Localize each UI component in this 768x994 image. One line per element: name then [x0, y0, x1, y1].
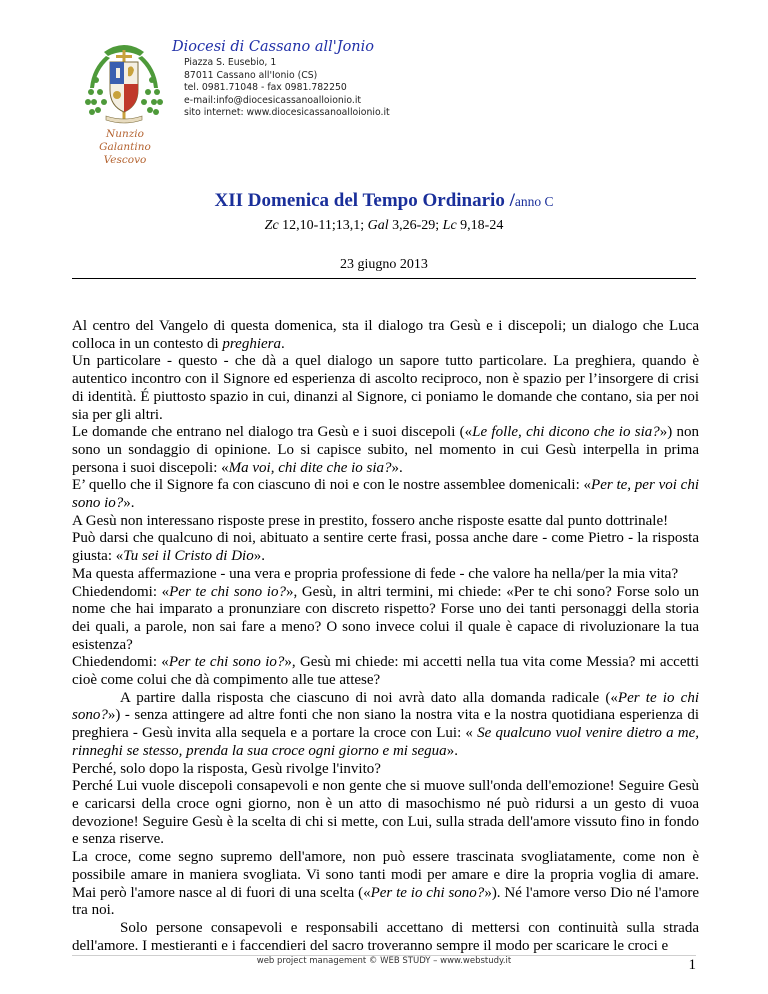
page-footer: web project management © WEB STUDY – www.webstudy.it	[256, 956, 512, 966]
homily-title-main: XII Domenica del Tempo Ordinario /	[214, 190, 515, 211]
paragraph: La croce, come segno supremo dell'amore, non può essere trascinata svogliatamente, come non è possibile amare in maniera svogliata. Vi sono tanti modi per amare e dire la propria voglia di amare. Mai però l'amore nasce al di fuori di una scelta («Per te io chi sono?»). Né l'amore verso Dio né l'amore tra noi.	[72, 849, 699, 919]
address-phone: tel. 0981.71048 - fax 0981.782250	[184, 82, 347, 93]
ref-lc: 9,18-24	[456, 218, 504, 233]
ref-book-gal: Gal	[367, 218, 389, 233]
paragraph: A partire dalla risposta che ciascuno di noi avrà dato alla domanda radicale («Per te io chi sono?») - senza attingere ad altre fonti che non siano la nostra vita e la nostra quotidiana esperienza di preghiera - Gesù invita alla sequela e a portare la croce con Lui: « Se qualcuno vuol venire dietro a me, rinneghi se stesso, prenda la sua croce ogni giorno e mi segua».	[72, 689, 699, 759]
paragraph: Le domande che entrano nel dialogo tra Gesù e i suoi discepoli («Le folle, chi dicono che io sia?») non sono un sondaggio di opinione. Lo si capisce subito, nel momento in cui Gesù interpella in prima persona i suoi discepoli: «Ma voi, chi dite che io sia?».	[72, 424, 699, 476]
address-email: e-mail:info@diocesicassanoalloionio.it	[184, 94, 362, 106]
ref-book-lc: Lc	[442, 218, 457, 233]
address-website: sito internet: www.diocesicassanoalloionio.it	[184, 107, 390, 118]
diocese-coat-of-arms-icon	[82, 40, 166, 124]
homily-date: 23 giugno 2013	[340, 257, 428, 272]
address-street: Piazza S. Eusebio, 1	[184, 57, 277, 68]
paragraph: A Gesù non interessano risposte prese in prestito, fossero anche risposte esatte dal punto dottrinale!	[72, 512, 669, 529]
paragraph: Un particolare - questo - che dà a quel dialogo un sapore tutto particolare. La preghiera, quando è autentico incontro con il Signore ed esperienza di ascolto reciproco, non è spazio per l’insorgere di crisi di identità. É piuttosto spazio in cui, dinanzi al Signore, ci poniamo le domande che contano, sia per noi sia per gli altri.	[72, 353, 699, 423]
bishop-name: Nunzio Galantino	[99, 128, 151, 153]
homily-title	[0, 190, 768, 212]
paragraph: Al centro del Vangelo di questa domenica, sta il dialogo tra Gesù e i discepoli; un dialogo che Luca colloca in un contesto di preghiera.	[72, 318, 699, 352]
bishop-title: Vescovo	[103, 154, 147, 166]
paragraph: Può darsi che qualcuno di noi, abituato a sentire certe frasi, possa anche dare - come Pietro - la risposta giusta: «Tu sei il Cristo di Dio».	[72, 530, 699, 565]
page-number: 1	[688, 957, 696, 973]
header-divider	[72, 278, 696, 279]
paragraph: Chiedendomi: «Per te chi sono io?», Gesù mi chiede: mi accetti nella tua vita come Messia? mi accetti cioè come colui che dà compimento alle tue attese?	[72, 654, 699, 689]
ref-book-zc: Zc	[264, 218, 279, 233]
ref-gal: 3,26-29;	[388, 218, 443, 233]
paragraph: E’ quello che il Signore fa con ciascuno di noi e con le nostre assemblee domenicali: «Per te, per voi chi sono io?».	[72, 477, 699, 512]
paragraph: Ma questa affermazione - una vera e propria professione di fede - che valore ha nella/per la mia vita?	[72, 565, 679, 582]
paragraph: Perché, solo dopo la risposta, Gesù rivolge l'invito?	[72, 760, 381, 777]
address-city: 87011 Cassano all'Ionio (CS)	[184, 69, 318, 81]
bishop-signature	[82, 128, 168, 167]
homily-title-year: anno C	[514, 194, 554, 209]
diocese-address-block	[184, 57, 390, 120]
paragraph: Solo persone consapevoli e responsabili accettano di mettersi con continuità sulla strada dell'amore. I mestieranti e i faccendieri del sacro troveranno sempre il modo per scaricare le croci e	[72, 919, 699, 954]
paragraph: Chiedendomi: «Per te chi sono io?», Gesù, in altri termini, mi chiede: «Per te chi sono? Forse solo un nome che hai imparato a pronunziare con discreto rispetto? Forse uno dei tanti personaggi della storia dei quali, a parole, non sai fare a meno? O sono invece colui il quale è capace di rivoluzionare la tua esistenza?	[72, 583, 699, 653]
homily-body	[72, 318, 699, 955]
diocese-name: Diocesi di Cassano all'Jonio	[172, 39, 375, 55]
ref-zc: 12,10-11;13,1;	[278, 218, 368, 233]
scripture-references	[0, 218, 768, 234]
paragraph: Perché Lui vuole discepoli consapevoli e non gente che si muove sull'onda dell'emozione! Seguire Gesù e caricarsi della croce ogni giorno, non è un atto di masochismo né può ridursi a un gesto di vuoa devozione! Seguire Gesù è la scelta di chi si mette, con Lui, sulla strada dell'amore vissuto fino in fondo e senza riserve.	[72, 778, 699, 848]
